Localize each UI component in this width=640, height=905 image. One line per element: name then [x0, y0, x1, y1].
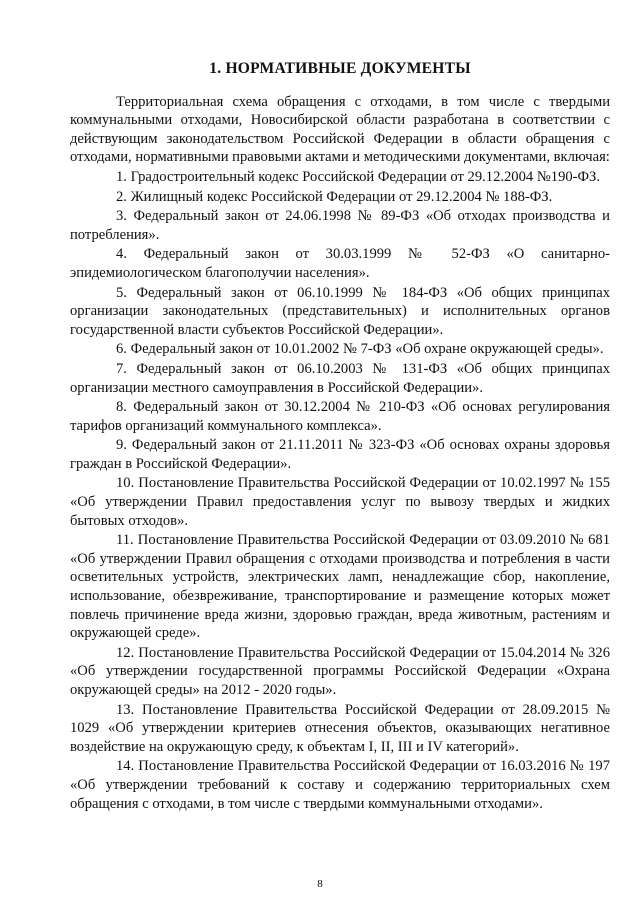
list-item: 4. Федеральный закон от 30.03.1999 № 52-ФЗ «О санитарно-эпидемиологическом благополучии населения».	[70, 246, 610, 281]
list-item: 3. Федеральный закон от 24.06.1998 № 89-ФЗ «Об отходах производства и потребления».	[70, 208, 610, 243]
list-item: 1. Градостроительный кодекс Российской Федерации от 29.12.2004 №190-ФЗ.	[116, 168, 601, 185]
list-item: 9. Федеральный закон от 21.11.2011 № 323-ФЗ «Об основах охраны здоровья граждан в Российской Федерации».	[70, 437, 610, 472]
list-item: 7. Федеральный закон от 06.10.2003 № 131-ФЗ «Об общих принципах организации местного самоуправления в Российской Федерации».	[70, 360, 610, 396]
list-item: 10. Постановление Правительства Российской Федерации от 10.02.1997 № 155 «Об утверждении Правил предоставления услуг по вывозу твердых и жидких бытовых отходов».	[70, 475, 610, 529]
document-list	[70, 168, 610, 813]
list-item: 14. Постановление Правительства Российской Федерации от 16.03.2016 № 197 «Об утверждении требований к составу и содержанию территориальных схем обращения с отходами, в том числе с твердыми коммунальными отходами».	[70, 758, 610, 812]
list-item: 12. Постановление Правительства Российской Федерации от 15.04.2014 № 326 «Об утверждении государственной программы Российской Федерации «Охрана окружающей среды» на 2012 - 2020 годы».	[70, 644, 610, 698]
page-number: 8	[317, 878, 323, 890]
list-item: 6. Федеральный закон от 10.01.2002 № 7-ФЗ «Об охране окружающей среды».	[116, 341, 604, 358]
list-item: 13. Постановление Правительства Российской Федерации от 28.09.2015 № 1029 «Об утверждении критериев отнесения объектов, оказывающих негативное воздействие на окружающую среду, к объектам I, II, III и IV категорий».	[70, 701, 610, 755]
intro-paragraph: Территориальная схема обращения с отходами, в том числе с твердыми коммунальными отходами, Новосибирской области разработана в соответствии с действующим законодательством Российской Федерации в области обращения с отходами, нормативными правовыми актами и методическими документами, включая:	[70, 93, 610, 166]
list-item: 8. Федеральный закон от 30.12.2004 № 210-ФЗ «Об основах регулирования тарифов организаций коммунального комплекса».	[70, 399, 610, 434]
list-item: 5. Федеральный закон от 06.10.1999 № 184-ФЗ «Об общих принципах организации законодательных (представительных) и исполнительных органов государственной власти субъектов Российской Федерации».	[70, 284, 610, 338]
list-item: 11. Постановление Правительства Российской Федерации от 03.09.2010 № 681 «Об утверждении Правил обращения с отходами производства и потребления в части осветительных устройств, электрических ламп, ненадлежащие сбор, накопление, использование, обезвреживание, транспортирование и размещение которых может повлечь причинение вреда жизни, здоровью граждан, вреда животным, растениям и окружающей среде».	[70, 532, 610, 642]
list-item: 2. Жилищный кодекс Российской Федерации от 29.12.2004 № 188-ФЗ.	[116, 188, 553, 205]
section-title: 1. НОРМАТИВНЫЕ ДОКУМЕНТЫ	[209, 60, 471, 77]
